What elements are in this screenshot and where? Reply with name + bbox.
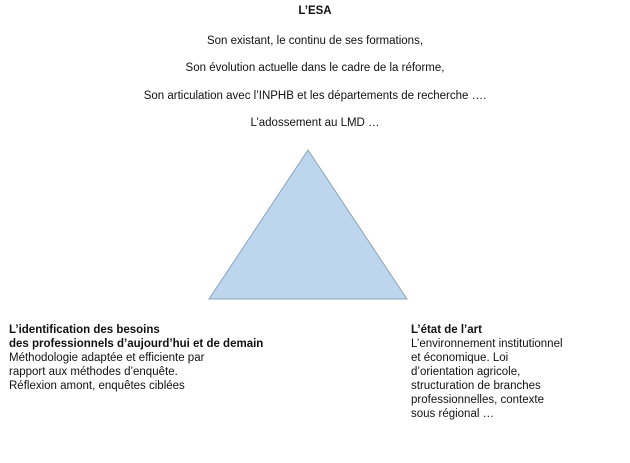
right-body: L’environnement institutionnel et économique. Loi d’orientation agricole, structuration de branches professionnelles, contexte sous régional … [411,338,563,420]
top-text-block [0,6,630,146]
left-heading-line-1: L’identification des besoins [9,324,160,336]
top-line-3: Son articulation avec l’INPHB et les départements de recherche …. [143,89,487,102]
left-text-block [9,323,309,393]
top-line-1: Son existant, le continu de ses formations, [206,34,424,47]
right-heading: L’état de l’art [411,324,482,336]
top-line-2: Son évolution actuelle dans le cadre de la réforme, [185,62,445,74]
left-body: Méthodologie adaptée et efficiente par rapport aux méthodes d’enquête. Réflexion amont, enquêtes ciblées [9,352,205,392]
triangle-shape [209,150,407,299]
right-text-block [411,323,626,421]
top-line-4: L’adossement au LMD … [250,117,380,129]
diagram-title: L’ESA [298,5,332,17]
left-heading-line-2: des professionnels d’aujourd’hui et de demain [9,338,264,350]
